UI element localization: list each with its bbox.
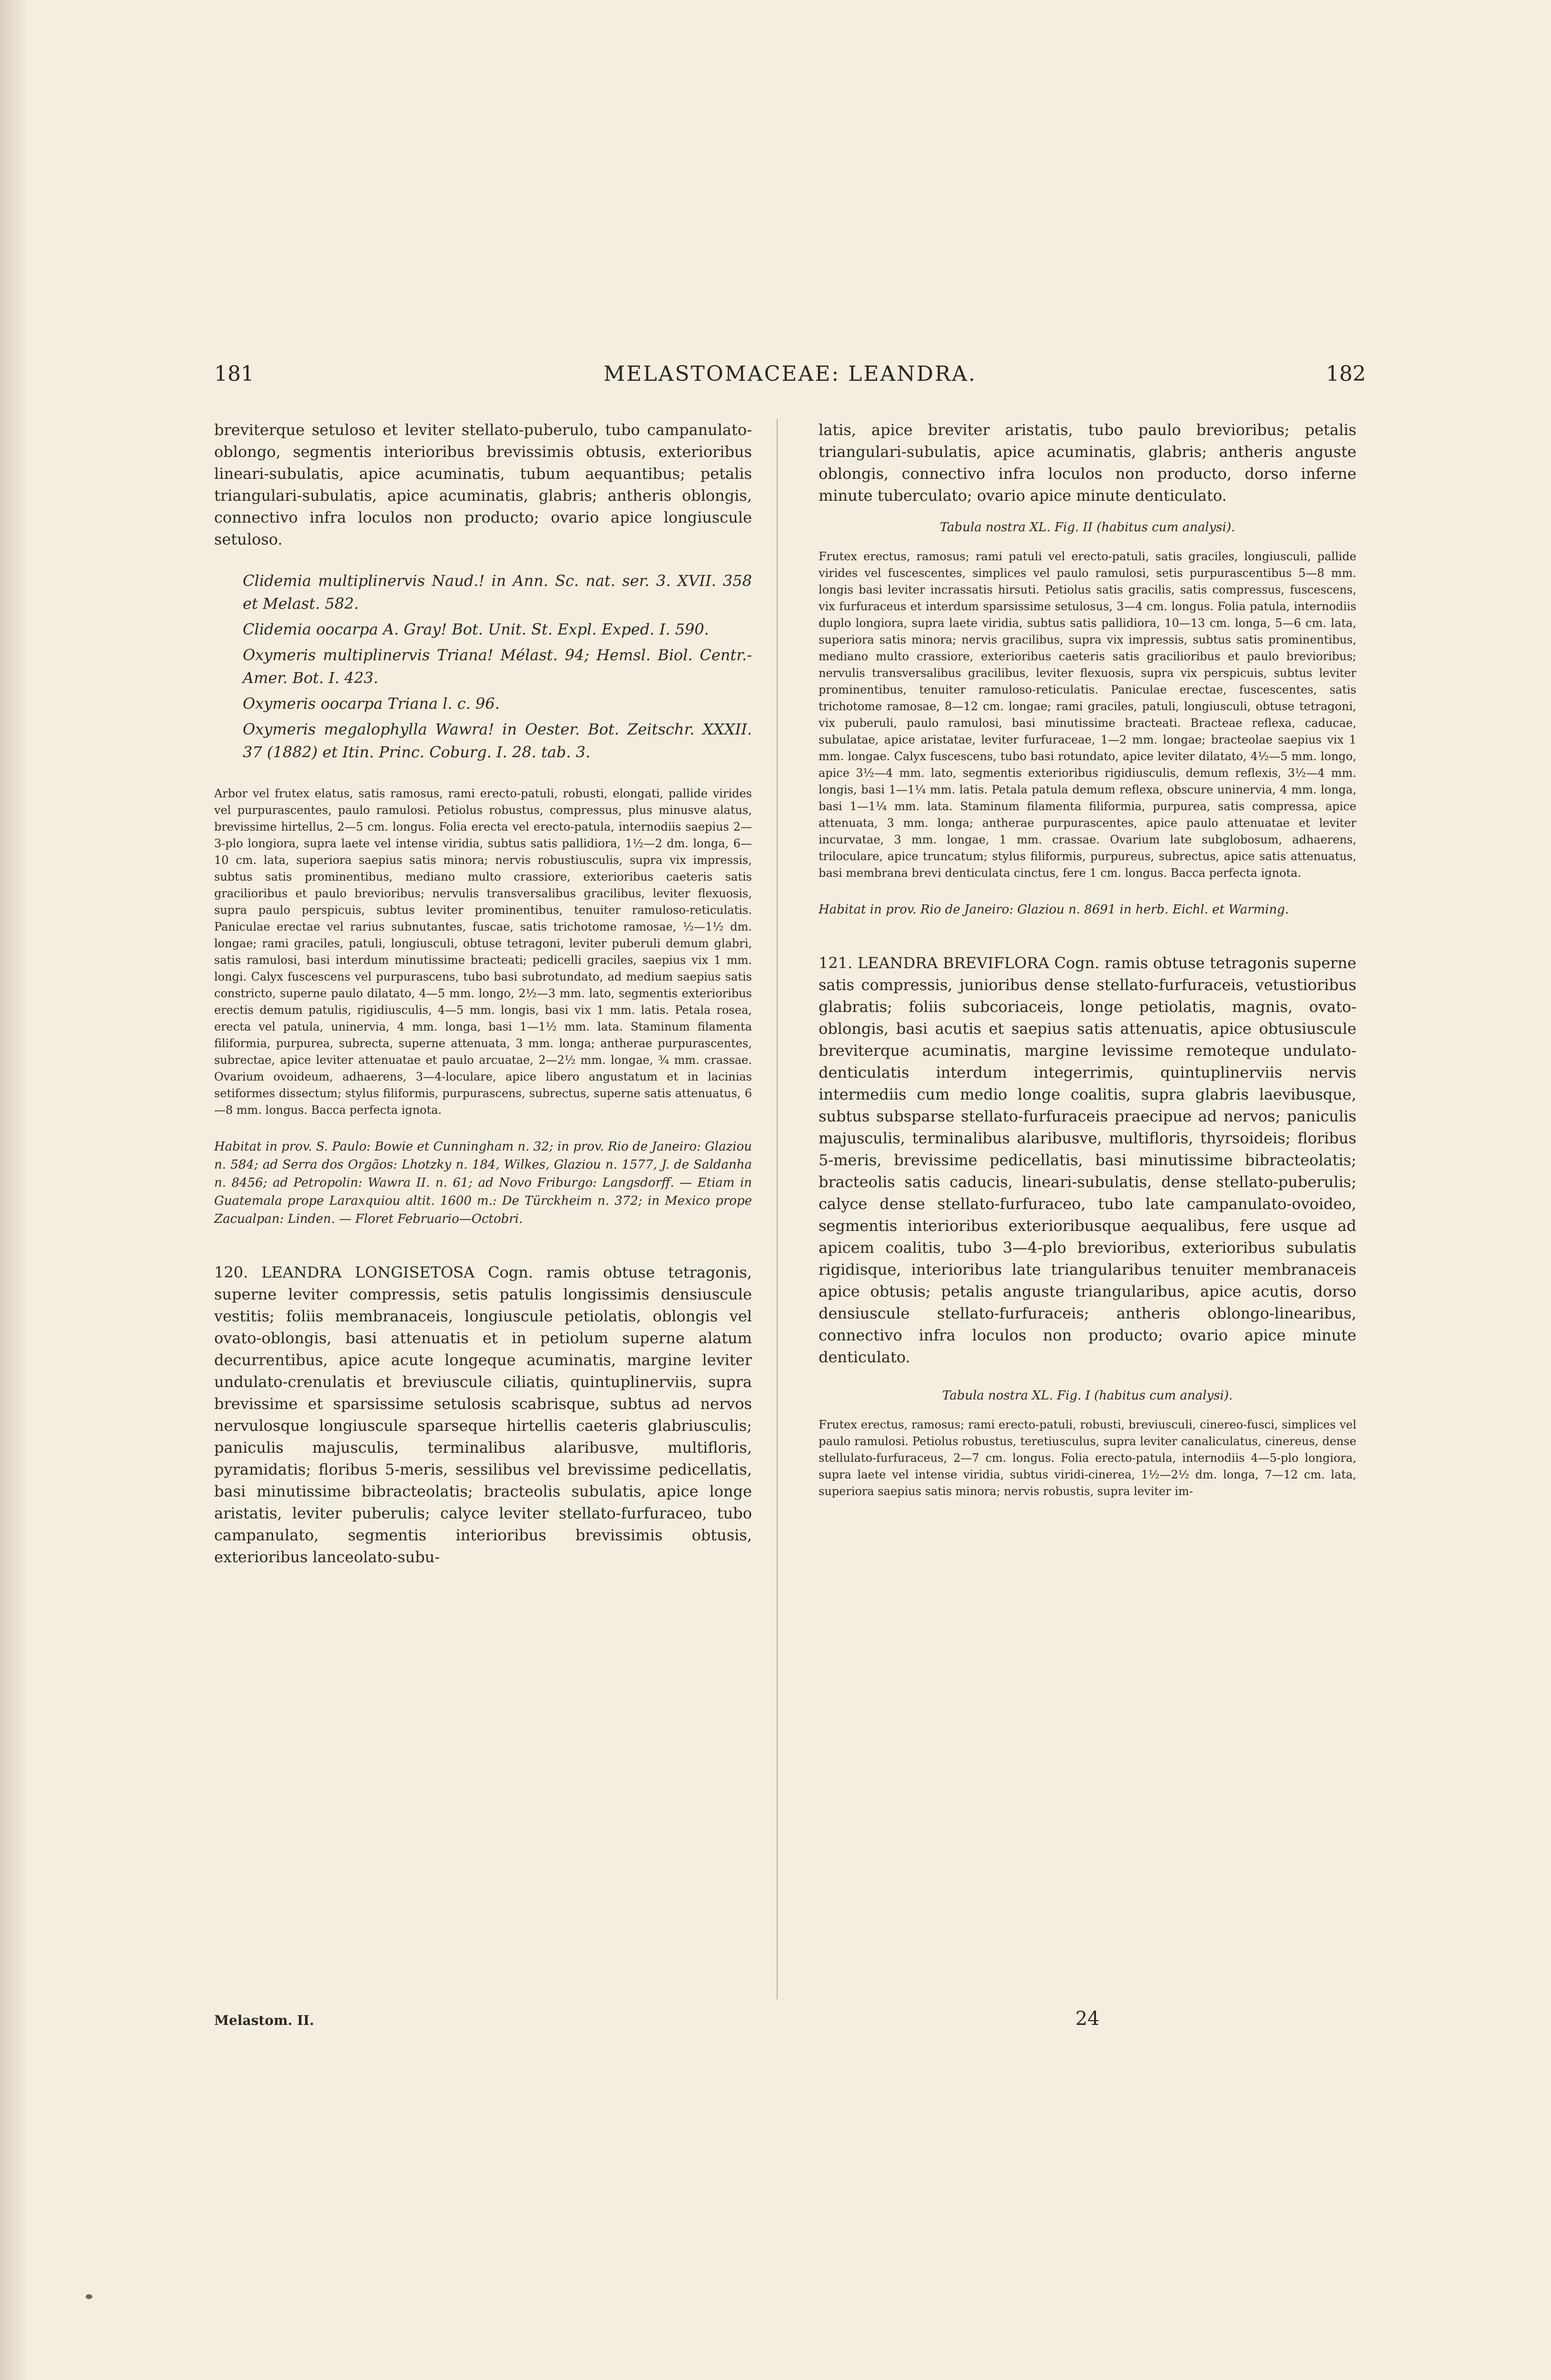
habitat-note: Habitat in prov. S. Paulo: Bowie et Cunningham n. 32; in prov. Rio de Janeiro: Glaziou n. 584; ad Serra dos Orgãos: Lhotzky n. 184, Wilkes, Glaziou n. 1577, J. de Saldanha n. 8456; ad Petropolin: Wawra II. n. 61; ad Novo Friburgo: Langsdorff. — Etiam in Guatemala prope Laraxquiou altit. 1600 m.: De Türckheim n. 372; in Mexico prope Zacualpan: Linden. — Floret Februario—Octobri. [214,1140,752,1226]
intro-paragraph: breviterque setuloso et leviter stellato-puberulo, tubo campanulato-oblongo, segmentis interioribus brevissimis obtusis, exterioribus lineari-subulatis, apice acuminatis, tubum aequantibus; petalis triangulari-subulatis, apice acuminatis, glabris; antheris oblongis, connectivo infra loculos non producto; ovario apice longiuscule setuloso. [214,421,752,548]
left-column [214,419,752,1568]
running-title: MELASTOMACEAE: LEANDRA. [603,362,977,386]
signature-number: 24 [1075,2008,1100,2030]
ink-speck [86,2294,92,2299]
continuation-paragraph: latis, apice breviter aristatis, tubo paulo brevioribus; petalis triangulari-subulatis, apice acuminatis, glabris; antheris anguste oblongis, connectivo infra loculos non producto, dorso inferne minute tuberculato; ovario apice minute denticulato. [819,421,1356,505]
plate-caption: Tabula nostra XL. Fig. I (habitus cum analysi). [942,1388,1233,1403]
right-column [819,419,1356,1500]
right-page-number: 182 [1326,362,1366,386]
page-edge-shadow [0,0,29,2380]
footer-volume-mark: Melastom. II. [214,2013,315,2028]
synonym-list [214,569,752,764]
synonym-entry: Clidemia multiplinervis Naud.! in Ann. Sc. nat. ser. 3. XVII. 358 et Melast. 582. [243,572,752,613]
species-description: Frutex erectus, ramosus; rami erecto-patuli, robusti, breviusculi, cinereo-fusci, simplices vel paulo ramulosi. Petiolus robustus, teretiusculus, supra leviter canaliculatus, cinereus, dense stellulato-furfuraceus, 2—7 cm. longus. Folia erecto-patula, internodiis 4—5-plo longiora, supra laete vel intense viridia, subtus viridi-cinerea, 1½—2½ dm. longa, 7—12 cm. lata, superiora saepius satis minora; nervis robustis, supra leviter im- [819,1418,1356,1498]
species-description: Arbor vel frutex elatus, satis ramosus, rami erecto-patuli, robusti, elongati, pallide virides vel purpurascentes, paulo ramulosi. Petiolus robustus, compressus, plus minusve alatus, brevissime hirtellus, 2—5 cm. longus. Folia erecta vel erecto-patula, internodiis saepius 2—3-plo longiora, supra laete vel intense viridia, subtus satis pallidiora, 1½—2 dm. longa, 6—10 cm. lata, superiora saepius satis minora; nervis robustiusculis, supra vix impressis, subtus satis prominentibus, mediano multo crassiore, exterioribus caeteris satis gracilioribus et paulo brevioribus; nervulis transversalibus gracilibus, leviter flexuosis, supra paulo perspicuis, subtus leviter prominentibus, tenuiter ramuloso-reticulatis. Paniculae erectae vel rarius subnutantes, fuscae, satis trichotome ramosae, ½—1½ dm. longae; rami graciles, patuli, longiusculi, obtuse tetragoni, leviter puberuli demum glabri, satis ramulosi, basi interdum minutissime bracteati; pedicelli graciles, saepius vix 1 mm. longi. Calyx fuscescens vel purpurascens, tubo basi subrotundato, ad medium saepius satis constricto, superne paulo dilatato, 4—5 mm. longo, 2½—3 mm. lato, segmentis exterioribus erectis demum patulis, rigidiusculis, 4—5 mm. longis, basi vix 1 mm. latis. Petala rosea, erecta vel patula, uninervia, 4 mm. longa, basi 1—1½ mm. lata. Staminum filamenta filiformia, purpurea, subrecta, superne attenuata, 3 mm. longa; antherae purpurascentes, subrectae, apice leviter attenuatae et paulo arcuatae, 2—2½ mm. longae, ¾ mm. crassae. Ovarium ovoideum, adhaerens, 3—4-loculare, apice libero angustatum et in lacinias setiformes dissectum; stylus filiformis, purpurascens, subrectus, superne satis attenuatus, 6—8 mm. longus. Bacca perfecta ignota. [214,787,752,1117]
species-120-diagnosis: 120. LEANDRA LONGISETOSA Cogn. ramis obtuse tetragonis, superne leviter compressis, setis patulis longissimis densiuscule vestitis; foliis membranaceis, longiuscule petiolatis, oblongis vel ovato-oblongis, basi attenuatis et in petiolum superne alatum decurrentibus, apice acute longeque acuminatis, margine leviter undulato-crenulatis et breviuscule ciliatis, quintuplinerviis, supra brevissime et sparsissime setulosis scabrisque, subtus ad nervos nervulosque longiuscule sparseque hirtellis caeteris glabriusculis; paniculis majusculis, terminalibus alaribusve, multifloris, pyramidatis; floribus 5-meris, sessilibus vel brevissime pedicellatis, basi minutissime bibracteolatis; bracteolis subulatis, apice longe aristatis, leviter puberulis; calyce leviter stellato-furfuraceo, tubo campanulato, segmentis interioribus brevissimis obtusis, exterioribus lanceolato-subu- [214,1263,752,1566]
species-description: Frutex erectus, ramosus; rami patuli vel erecto-patuli, satis graciles, longiusculi, pallide virides vel fuscescentes, simplices vel paulo ramulosi, setis purpurascentibus 5—8 mm. longis basi leviter incrassatis hirsuti. Petiolus satis gracilis, satis compressus, fuscescens, vix furfuraceus et interdum sparsissime setulosus, 3—4 cm. longus. Folia patula, internodiis duplo longiora, supra laete viridia, subtus satis pallidiora, 10—13 cm. longa, 5—6 cm. lata, superiora satis minora; nervis gracilibus, supra vix impressis, subtus satis prominentibus, mediano multo crassiore, exterioribus caeteris satis gracilioribus et paulo brevioribus; nervulis transversalibus gracilibus, leviter flexuosis, supra vix perspicuis, subtus leviter prominentibus, tenuiter ramuloso-reticulatis. Paniculae erectae, fuscescentes, satis trichotome ramosae, 8—12 cm. longae; rami graciles, patuli, longiusculi, obtuse tetragoni, vix puberuli, paulo ramulosi, basi minutissime bracteati. Bracteae reflexa, caducae, subulatae, apice aristatae, leviter furfuraceae, 1—2 mm. longae; bracteolae saepius vix 1 mm. longae. Calyx fuscescens, tubo basi rotundato, apice leviter dilatato, 4½—5 mm. longo, apice 3½—4 mm. lato, segmentis exterioribus rigidiusculis, demum reflexis, 3½—4 mm. longis, basi 1—1¼ mm. latis. Petala patula demum reflexa, obscure uninervia, 4 mm. longa, basi 1—1¼ mm. lata. Staminum filamenta filiformia, purpurea, satis compressa, apice attenuata, 3 mm. longa; antherae purpurascentes, apice paulo attenuatae et leviter incurvatae, 3 mm. longae, 1 mm. crassae. Ovarium late subglobosum, adhaerens, triloculare, apice truncatum; stylus filiformis, purpureus, subrectus, apice satis attenuatus, basi membrana brevi denticulata cinctus, fere 1 cm. longus. Bacca perfecta ignota. [819,550,1356,880]
left-page-number: 181 [214,362,254,386]
synonym-entry: Oxymeris multiplinervis Triana! Mélast. 94; Hemsl. Biol. Centr.-Amer. Bot. I. 423. [243,646,752,687]
running-header [214,362,1366,400]
column-divider [777,419,778,1999]
plate-caption: Tabula nostra XL. Fig. II (habitus cum analysi). [939,520,1235,535]
species-121-diagnosis: 121. LEANDRA BREVIFLORA Cogn. ramis obtuse tetragonis superne satis compressis, junioribus dense stellato-furfuraceis, vetustioribus glabratis; foliis subcoriaceis, longe petiolatis, magnis, ovato-oblongis, basi acutis et saepius satis attenuatis, apice obtusiuscule breviterque acuminatis, margine levissime remoteque undulato-denticulatis interdum integerrimis, quintuplinerviis nervis intermediis cum medio longe coalitis, supra glabris laevibusque, subtus subsparse stellato-furfuraceis praecipue ad nervos; paniculis majusculis, terminalibus alaribusve, multifloris, thyrsoideis; floribus 5-meris, brevissime pedicellatis, basi minutissime bibracteolatis; bracteolis satis caducis, lineari-subulatis, dense stellato-puberulis; calyce dense stellato-furfuraceo, tubo late campanulato-ovoideo, segmentis interioribus exterioribusque aequalibus, fere usque ad apicem coalitis, tubo 3—4-plo brevioribus, exterioribus subulatis rigidisque, interioribus late triangularibus tenuiter membranaceis apice obtusis; petalis anguste triangularibus, apice acutis, dorso densiuscule stellato-furfuraceis; antheris oblongo-linearibus, connectivo infra loculos non producto; ovario apice minute denticulato. [819,954,1356,1366]
habitat-note: Habitat in prov. Rio de Janeiro: Glaziou n. 8691 in herb. Eichl. et Warming. [819,902,1289,917]
synonym-entry: Oxymeris oocarpa Triana l. c. 96. [243,694,500,713]
synonym-entry: Oxymeris megalophylla Wawra! in Oester. Bot. Zeitschr. XXXII. 37 (1882) et Itin. Princ. Coburg. I. 28. tab. 3. [243,720,752,761]
synonym-entry: Clidemia oocarpa A. Gray! Bot. Unit. St. Expl. Exped. I. 590. [243,620,709,638]
